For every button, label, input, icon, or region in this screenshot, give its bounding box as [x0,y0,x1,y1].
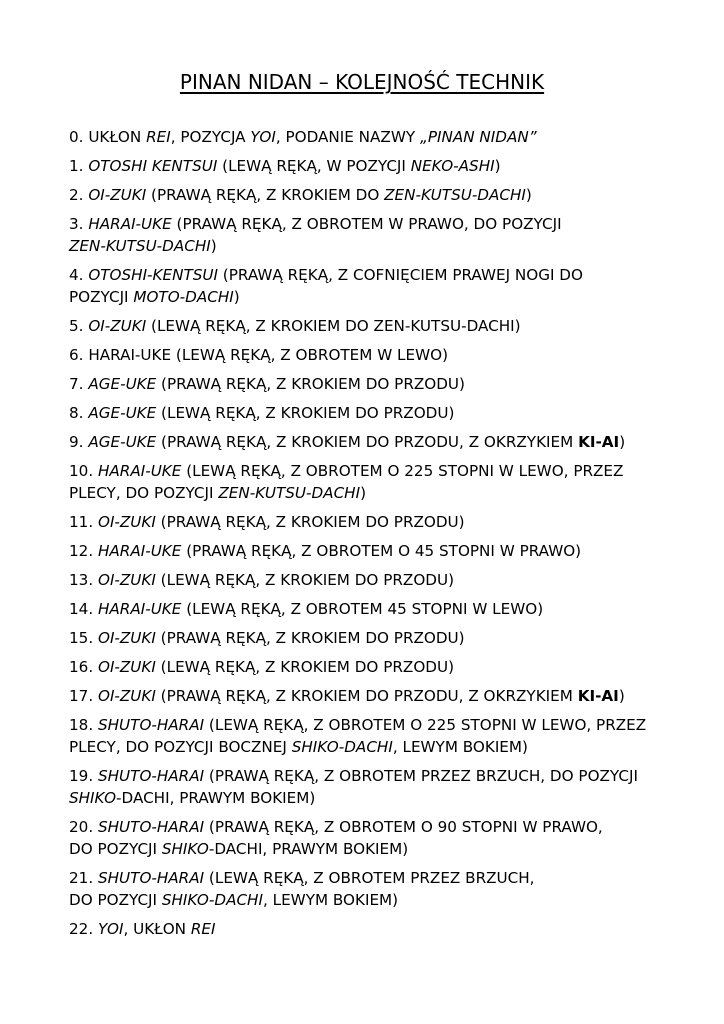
technique-name: OTOSHI-KENTSUI [88,266,218,284]
kiai-label: KI-AI [578,433,620,451]
technique-item [69,511,669,533]
technique-text: 4. [69,266,89,284]
technique-text: 19. [69,767,98,785]
technique-item [69,685,669,707]
technique-text: ) [525,186,532,204]
technique-item [69,867,669,911]
technique-item-line [69,264,669,286]
technique-item [69,373,669,395]
technique-text: (PRAWĄ RĘKĄ, Z KROKIEM DO PRZODU) [155,513,465,531]
technique-text: (PRAWĄ RĘKĄ, Z OBROTEM W PRAWO, DO POZYCJI [171,215,562,233]
technique-item [69,765,669,809]
technique-name: REI [146,128,171,146]
technique-item-line [69,816,669,838]
technique-text: -DACHI, PRAWYM BOKIEM) [116,789,316,807]
technique-text: 16. [69,658,98,676]
technique-item-line [69,540,669,562]
document-title: PINAN NIDAN – KOLEJNOŚĆ TECHNIK [179,70,545,94]
technique-item-line [69,402,669,424]
technique-item [69,315,669,337]
technique-name: OI-ZUKI [97,687,156,705]
technique-item-line [69,685,669,707]
technique-name: OI-ZUKI [97,571,156,589]
technique-name: HARAI-UKE [97,542,182,560]
technique-text: (PRAWĄ RĘKĄ, Z KROKIEM DO PRZODU) [155,629,465,647]
technique-item-line [69,627,669,649]
kiai-label: KI-AI [577,687,619,705]
technique-text: (PRAWĄ RĘKĄ, Z OBROTEM O 90 STOPNI W PRAWO, [204,818,603,836]
technique-name: AGE-UKE [88,404,157,422]
technique-text: ) [494,157,501,175]
technique-item [69,126,669,148]
technique-item-line [69,511,669,533]
technique-item-line [69,838,669,860]
technique-name: OI-ZUKI [97,629,156,647]
technique-text: (LEWĄ RĘKĄ, Z OBROTEM 45 STOPNI W LEWO) [181,600,544,618]
technique-text: (PRAWĄ RĘKĄ, Z KROKIEM DO PRZODU, Z OKRZYKIEM [155,687,578,705]
technique-item [69,264,669,308]
technique-text: 18. [69,716,98,734]
technique-name: HARAI-UKE [97,462,182,480]
technique-item [69,656,669,678]
technique-text: 5. [69,317,89,335]
technique-text: ) [210,237,217,255]
technique-name: OI-ZUKI [97,513,156,531]
technique-item-line [69,184,669,206]
technique-text: (LEWĄ RĘKĄ, Z OBROTEM PRZEZ BRZUCH, [204,869,535,887]
technique-text: , UKŁON [123,920,191,938]
technique-item-line [69,918,669,940]
technique-item-line [69,867,669,889]
technique-item-line [69,213,669,235]
technique-text: (LEWĄ RĘKĄ, Z KROKIEM DO PRZODU) [156,404,455,422]
technique-text: , POZYCJA [170,128,251,146]
technique-item [69,540,669,562]
technique-name: SHUTO-HARAI [97,869,205,887]
technique-name: MOTO-DACHI [133,288,234,306]
technique-item [69,431,669,453]
technique-name: OI-ZUKI [97,658,156,676]
technique-name: NEKO-ASHI [410,157,495,175]
technique-name: SHUTO-HARAI [97,767,205,785]
technique-name: SHIKO-DACHI [291,738,393,756]
technique-text: 0. UKŁON [69,128,147,146]
technique-name: SHUTO-HARAI [97,818,205,836]
technique-item-line [69,373,669,395]
technique-text: (PRAWĄ RĘKĄ, Z OBROTEM O 45 STOPNI W PRAWO) [181,542,582,560]
technique-item [69,627,669,649]
technique-name: HARAI-UKE [97,600,182,618]
technique-item-line [69,765,669,787]
technique-text: DO POZYCJI [69,891,162,909]
technique-text: ) [618,687,625,705]
technique-item-line [69,286,669,308]
technique-text: 9. [69,433,89,451]
technique-item-line [69,598,669,620]
technique-text: (LEWĄ RĘKĄ, Z OBROTEM O 225 STOPNI W LEWO, PRZEZ [204,716,647,734]
technique-text: ) [233,288,240,306]
technique-text: 21. [69,869,98,887]
technique-item-line [69,315,669,337]
technique-name: AGE-UKE [88,375,157,393]
technique-item [69,460,669,504]
technique-text: 20. [69,818,98,836]
technique-item [69,213,669,257]
technique-item [69,344,669,366]
technique-text: DO POZYCJI [69,840,162,858]
technique-item [69,714,669,758]
technique-name: HARAI-UKE [88,215,172,233]
technique-text: (LEWĄ RĘKĄ, Z OBROTEM O 225 STOPNI W LEWO, PRZEZ [181,462,624,480]
technique-text: , LEWYM BOKIEM) [392,738,528,756]
technique-item [69,918,669,940]
technique-text: 2. [69,186,89,204]
technique-text: 13. [69,571,98,589]
technique-item-line [69,714,669,736]
technique-item-line [69,431,669,453]
technique-name: SHUTO-HARAI [97,716,205,734]
technique-name: REI [190,920,216,938]
technique-text: 3. [69,215,89,233]
technique-name: OI-ZUKI [88,317,147,335]
technique-text: 15. [69,629,98,647]
technique-text: 6. HARAI-UKE (LEWĄ RĘKĄ, Z OBROTEM W LEWO) [69,346,448,364]
technique-text: , PODANIE NAZWY [275,128,420,146]
technique-text: (LEWĄ RĘKĄ, Z KROKIEM DO ZEN-KUTSU-DACHI) [146,317,521,335]
technique-name: ZEN-KUTSU-DACHI [384,186,526,204]
technique-text: (PRAWĄ RĘKĄ, Z OBROTEM PRZEZ BRZUCH, DO POZYCJI [204,767,638,785]
technique-item [69,155,669,177]
technique-text: 7. [69,375,89,393]
technique-text: 8. [69,404,89,422]
technique-item [69,816,669,860]
technique-text: PLECY, DO POZYCJI [69,484,219,502]
technique-item-line [69,235,669,257]
technique-item-line [69,569,669,591]
technique-text: (PRAWĄ RĘKĄ, Z COFNIĘCIEM PRAWEJ NOGI DO [217,266,583,284]
technique-text: 11. [69,513,98,531]
technique-item-line [69,460,669,482]
technique-name: SHIKO-DACHI [161,891,263,909]
technique-text: 12. [69,542,98,560]
technique-text: 22. [69,920,98,938]
technique-text: 10. [69,462,98,480]
technique-item-line [69,656,669,678]
technique-text: (LEWĄ RĘKĄ, Z KROKIEM DO PRZODU) [155,571,455,589]
technique-item-line [69,155,669,177]
technique-text: (PRAWĄ RĘKĄ, Z KROKIEM DO PRZODU, Z OKRZYKIEM [156,433,579,451]
technique-name: SHIKO [161,840,209,858]
technique-item-line [69,126,669,148]
technique-list [69,126,669,947]
technique-item-line [69,482,669,504]
technique-name: OTOSHI KENTSUI [88,157,218,175]
technique-text: POZYCJI [69,288,134,306]
technique-name: YOI [250,128,276,146]
technique-item-line [69,344,669,366]
technique-item [69,402,669,424]
technique-text: ) [360,484,367,502]
technique-text: -DACHI, PRAWYM BOKIEM) [208,840,409,858]
technique-item [69,184,669,206]
technique-name: ZEN-KUTSU-DACHI [69,237,211,255]
technique-name: YOI [97,920,124,938]
technique-text: 17. [69,687,98,705]
technique-text: 1. [69,157,89,175]
technique-item [69,598,669,620]
technique-name: ZEN-KUTSU-DACHI [218,484,361,502]
technique-text: (LEWĄ RĘKĄ, W POZYCJI [217,157,411,175]
technique-text: (LEWĄ RĘKĄ, Z KROKIEM DO PRZODU) [155,658,455,676]
technique-text: 14. [69,600,98,618]
technique-item-line [69,736,669,758]
technique-text: (PRAWĄ RĘKĄ, Z KROKIEM DO [146,186,385,204]
technique-item-line [69,787,669,809]
technique-text: ) [619,433,626,451]
technique-name: „PINAN NIDAN” [419,128,537,146]
technique-text: PLECY, DO POZYCJI BOCZNEJ [69,738,292,756]
technique-name: OI-ZUKI [88,186,147,204]
technique-item [69,569,669,591]
technique-name: SHIKO [69,789,117,807]
technique-name: AGE-UKE [88,433,157,451]
technique-text: , LEWYM BOKIEM) [262,891,399,909]
technique-item-line [69,889,669,911]
technique-text: (PRAWĄ RĘKĄ, Z KROKIEM DO PRZODU) [156,375,465,393]
